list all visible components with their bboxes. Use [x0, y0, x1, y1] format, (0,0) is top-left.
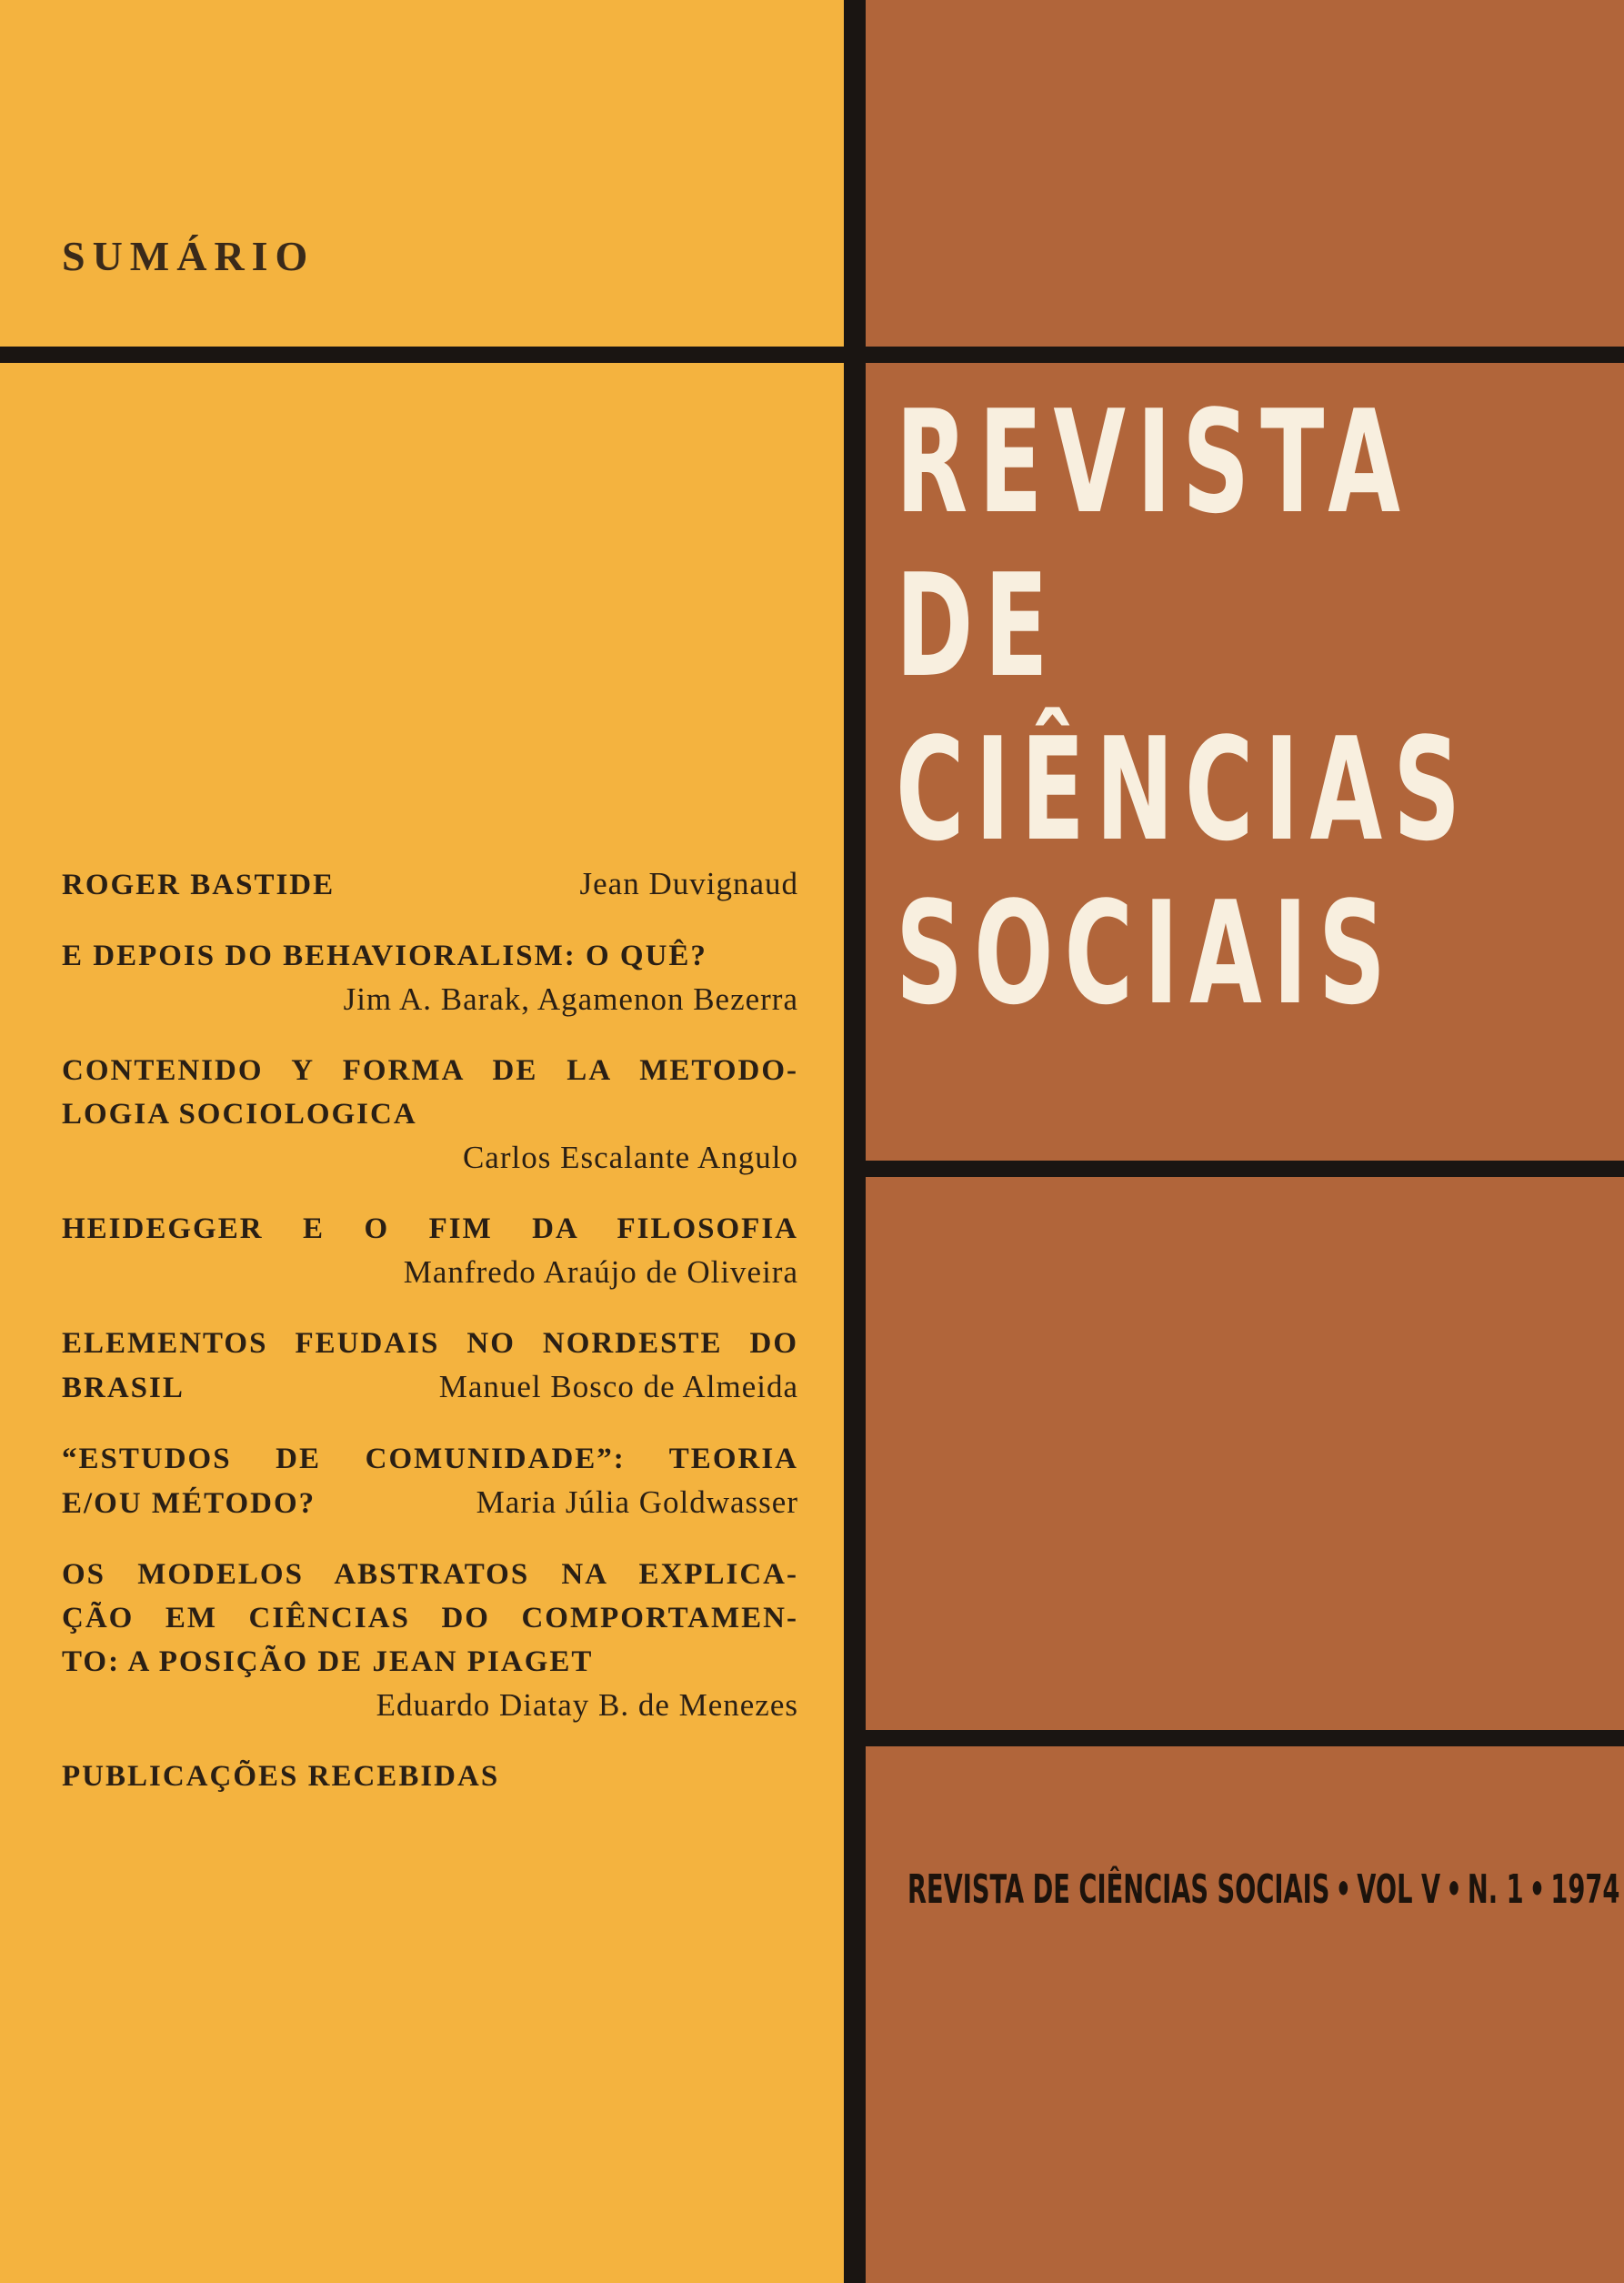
- footer-journal: REVISTA DE CIÊNCIAS SOCIAIS: [907, 1866, 1330, 1913]
- toc-entry: [62, 934, 798, 1021]
- vertical-rule: [844, 0, 866, 2283]
- toc-entry-author: Eduardo Diatay B. de Menezes: [376, 1687, 798, 1723]
- toc-entry-title-line: BRASIL: [62, 1372, 185, 1404]
- footer-separator: •: [1335, 1866, 1352, 1913]
- toc-entry-title-line: LOGIA SOCIOLOGICA: [62, 1098, 417, 1131]
- toc-entry: [62, 1207, 798, 1294]
- toc-entry-title-line: E/OU MÉTODO?: [62, 1487, 316, 1520]
- toc-entry-author: Jean Duvignaud: [579, 866, 798, 901]
- footer-year: 1974: [1550, 1866, 1620, 1913]
- horizontal-rule-top: [0, 347, 1624, 363]
- title-line-1: REVISTA: [896, 379, 1411, 545]
- toc-entry-title-line: “ESTUDOS DE COMUNIDADE”: TEORIA: [62, 1443, 798, 1475]
- toc-entry-title-line: TO: A POSIÇÃO DE JEAN PIAGET: [62, 1645, 594, 1678]
- toc-entry-author: Jim A. Barak, Agamenon Bezerra: [343, 981, 798, 1017]
- horizontal-rule-middle: [866, 1161, 1624, 1177]
- toc-entry: [62, 1755, 798, 1798]
- issue-info: [907, 1866, 1619, 1913]
- footer-number: N. 1: [1467, 1866, 1524, 1913]
- horizontal-rule-bottom: [866, 1730, 1624, 1746]
- toc-entry-title-line: ELEMENTOS FEUDAIS NO NORDESTE DO: [62, 1327, 798, 1360]
- toc-entry-author: Manfredo Araújo de Oliveira: [403, 1254, 798, 1290]
- table-of-contents: [62, 862, 798, 1825]
- toc-entry-title: PUBLICAÇÕES RECEBIDAS: [62, 1760, 500, 1793]
- toc-entry-title: ROGER BASTIDE: [62, 869, 336, 901]
- toc-entry: [62, 862, 798, 907]
- toc-entry-title-line: CONTENIDO Y FORMA DE LA METODO-: [62, 1054, 798, 1087]
- title-line-4: SOCIAIS: [896, 870, 1397, 1036]
- title-line-2: DE: [896, 543, 1059, 709]
- toc-entry: [62, 1322, 798, 1410]
- title-line-3: CIÊNCIAS: [896, 707, 1472, 872]
- toc-entry-title: E DEPOIS DO BEHAVIORALISM: O QUÊ?: [62, 940, 707, 972]
- footer-separator: •: [1446, 1866, 1462, 1913]
- summary-heading: SUMÁRIO: [62, 233, 316, 279]
- toc-entry-title: HEIDEGGER E O FIM DA FILOSOFIA: [62, 1212, 798, 1245]
- toc-entry-author: Maria Júlia Goldwasser: [476, 1484, 798, 1520]
- right-panel: [866, 0, 1624, 2283]
- journal-title: [896, 379, 1472, 1036]
- toc-entry-author: Manuel Bosco de Almeida: [438, 1369, 798, 1404]
- toc-entry: [62, 1437, 798, 1525]
- footer-separator: •: [1529, 1866, 1546, 1913]
- toc-entry: [62, 1553, 798, 1727]
- toc-entry-title-line: ÇÃO EM CIÊNCIAS DO COMPORTAMEN-: [62, 1602, 798, 1634]
- toc-entry-title-line: OS MODELOS ABSTRATOS NA EXPLICA-: [62, 1558, 798, 1591]
- footer-volume: VOL V: [1357, 1866, 1441, 1913]
- toc-entry: [62, 1049, 798, 1180]
- toc-entry-author: Carlos Escalante Angulo: [462, 1140, 798, 1175]
